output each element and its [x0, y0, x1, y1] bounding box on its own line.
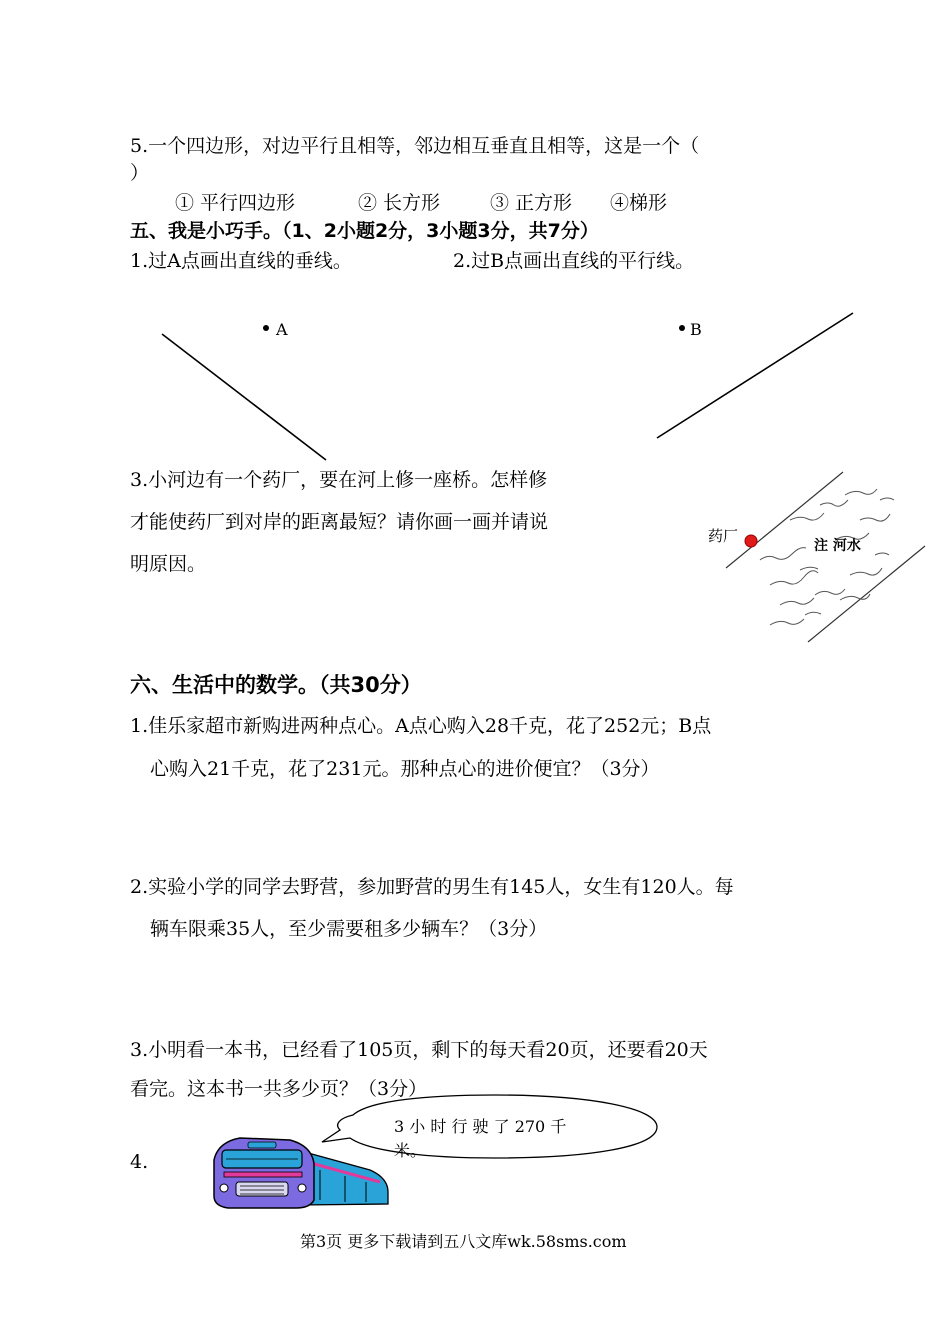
bubble-line2: 米。 — [394, 1141, 427, 1160]
section6-q1-line2: 心购入21千克，花了231元。那种点心的进价便宜？（3分） — [150, 758, 660, 780]
factory-dot — [745, 535, 757, 547]
point-b-dot — [679, 325, 685, 331]
q5-option-1: ① 平行四边形 — [175, 192, 296, 214]
q5-option-4: ④梯形 — [610, 192, 668, 214]
section5-q1: 1.过A点画出直线的垂线。 — [130, 250, 352, 272]
section5-q3-line3: 明原因。 — [130, 553, 207, 575]
river-label: 注 河水 — [814, 538, 861, 554]
section6-q3-line2: 看完。这本书一共多少页？（3分） — [130, 1078, 428, 1100]
section6-q4-label: 4. — [130, 1151, 149, 1173]
bubble-line1: 3 小 时 行 驶 了 270 千 — [394, 1117, 567, 1136]
train-icon — [214, 1138, 388, 1208]
q5-option-2: ② 长方形 — [358, 192, 441, 214]
section6-title: 六、生活中的数学。（共30分） — [130, 673, 422, 697]
q5-line1: 5.一个四边形，对边平行且相等，邻边相互垂直且相等，这是一个（ — [130, 135, 700, 157]
section5-q3-line2: 才能使药厂到对岸的距离最短？请你画一画并请说 — [130, 511, 549, 533]
section5-title: 五、我是小巧手。（1、2小题2分，3小题3分，共7分） — [130, 220, 599, 242]
line-q2 — [657, 313, 853, 438]
point-a-label: A — [276, 320, 288, 339]
section6-q3-line1: 3.小明看一本书，已经看了105页，剩下的每天看20页，还要看20天 — [130, 1039, 708, 1061]
page-footer: 第3页 更多下载请到五八文库wk.58sms.com — [300, 1232, 627, 1251]
section5-q3-line1: 3.小河边有一个药厂，要在河上修一座桥。怎样修 — [130, 469, 548, 491]
section5-q2: 2.过B点画出直线的平行线。 — [453, 250, 695, 272]
point-a-dot — [263, 325, 269, 331]
section6-q2-line2: 辆车限乘35人，至少需要租多少辆车？（3分） — [150, 918, 548, 940]
q5-line2: ） — [130, 162, 150, 184]
line-q1 — [162, 334, 326, 460]
q5-option-3: ③ 正方形 — [490, 192, 573, 214]
point-b-label: B — [690, 320, 702, 339]
factory-label: 药厂 — [708, 527, 739, 545]
section6-q2-line1: 2.实验小学的同学去野营，参加野营的男生有145人，女生有120人。每 — [130, 876, 734, 898]
section6-q1-line1: 1.佳乐家超市新购进两种点心。A点心购入28千克，花了252元；B点 — [130, 715, 712, 737]
